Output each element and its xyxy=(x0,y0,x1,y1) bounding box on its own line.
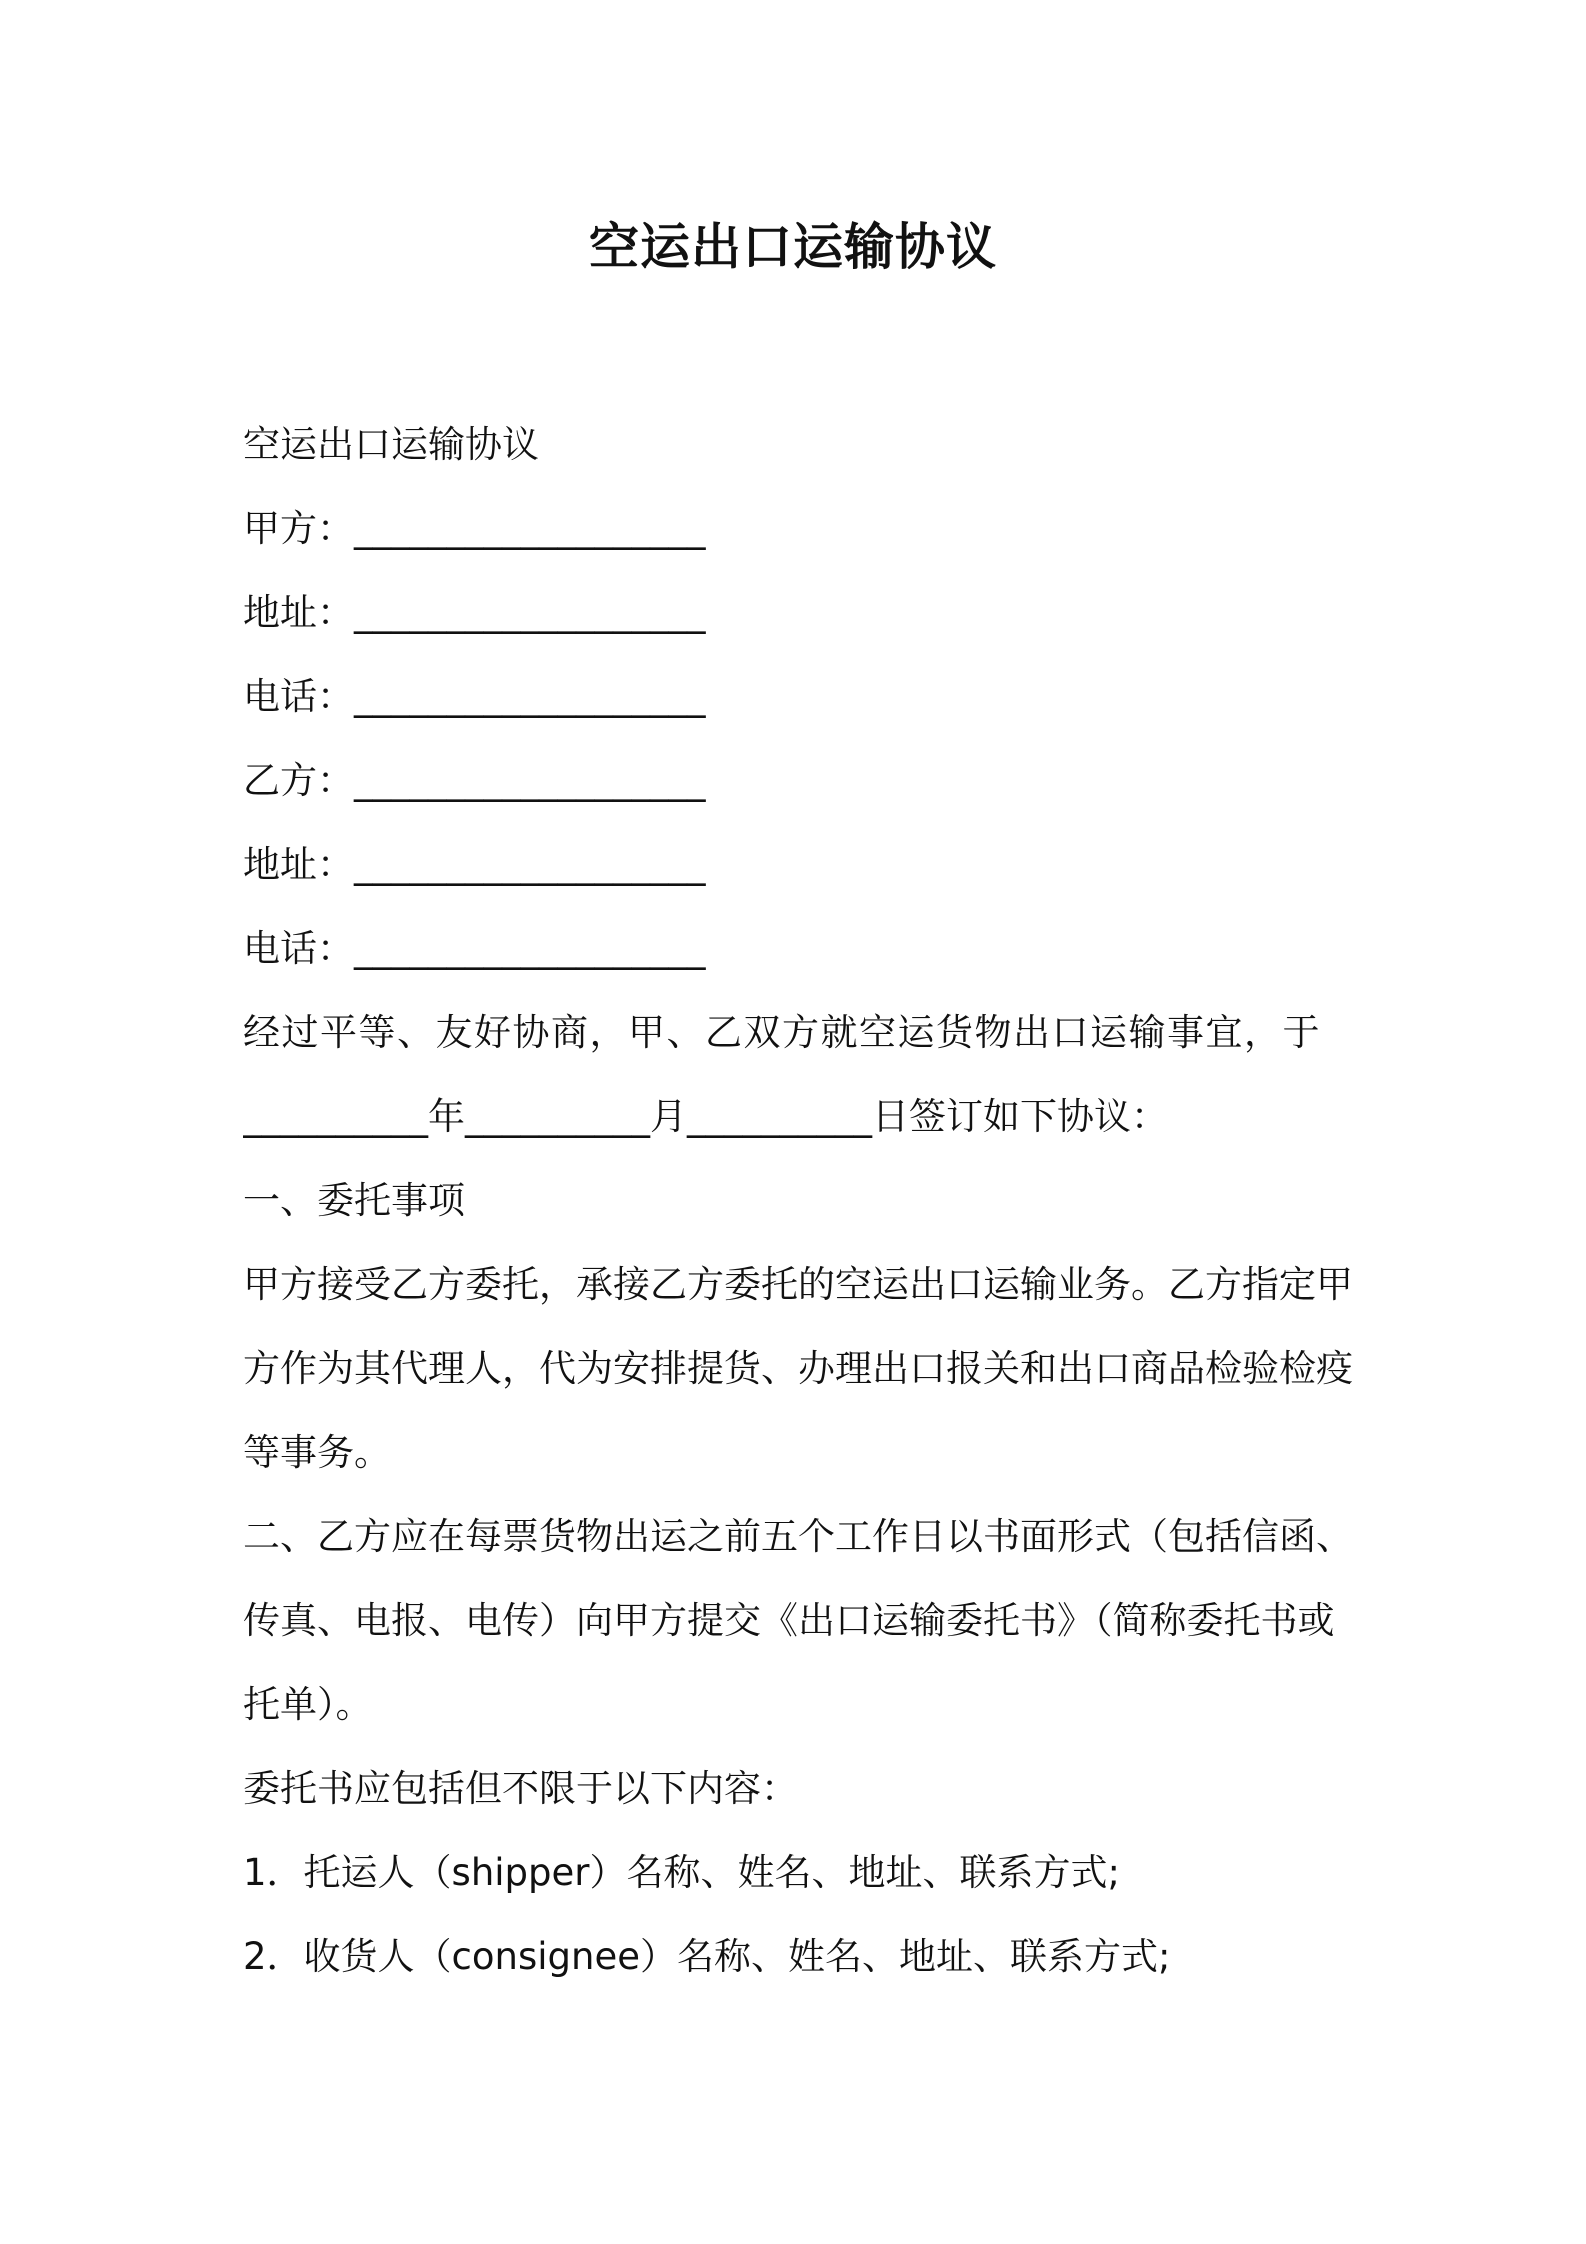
paragraph-line: 等事务。 xyxy=(243,1431,391,1474)
preamble-line: 经过平等、友好协商，甲、乙双方就空运货物出口运输事宜，于 xyxy=(243,1011,1321,1054)
paragraph-line: 传真、电报、电传）向甲方提交《出口运输委托书》（简称委托书或 xyxy=(243,1599,1335,1642)
party-a-address-field: 地址：___________________ xyxy=(243,591,706,634)
list-item: 2．收货人（consignee）名称、姓名、地址、联系方式; xyxy=(243,1935,1171,1978)
body-heading: 空运出口运输协议 xyxy=(243,423,539,466)
list-intro: 委托书应包括但不限于以下内容： xyxy=(243,1767,798,1810)
paragraph-line: 方作为其代理人，代为安排提货、办理出口报关和出口商品检验检疫 xyxy=(243,1347,1353,1390)
section-2-line: 二、乙方应在每票货物出运之前五个工作日以书面形式（包括信函、 xyxy=(243,1515,1353,1558)
paragraph-line: 甲方接受乙方委托，承接乙方委托的空运出口运输业务。乙方指定甲 xyxy=(243,1263,1353,1306)
list-item: 1．托运人（shipper）名称、姓名、地址、联系方式; xyxy=(243,1851,1120,1894)
document-body xyxy=(243,403,1363,1999)
section-1-heading: 一、委托事项 xyxy=(243,1179,465,1222)
party-a-name-field: 甲方：___________________ xyxy=(243,507,706,550)
party-b-phone-field: 电话：___________________ xyxy=(243,927,706,970)
party-a-phone-field: 电话：___________________ xyxy=(243,675,706,718)
document-title: 空运出口运输协议 xyxy=(589,218,997,276)
party-b-name-field: 乙方：___________________ xyxy=(243,759,706,802)
party-b-address-field: 地址：___________________ xyxy=(243,843,706,886)
signing-date-line: __________年__________月__________日签订如下协议： xyxy=(243,1095,1168,1138)
paragraph-line: 托单）。 xyxy=(243,1683,373,1726)
